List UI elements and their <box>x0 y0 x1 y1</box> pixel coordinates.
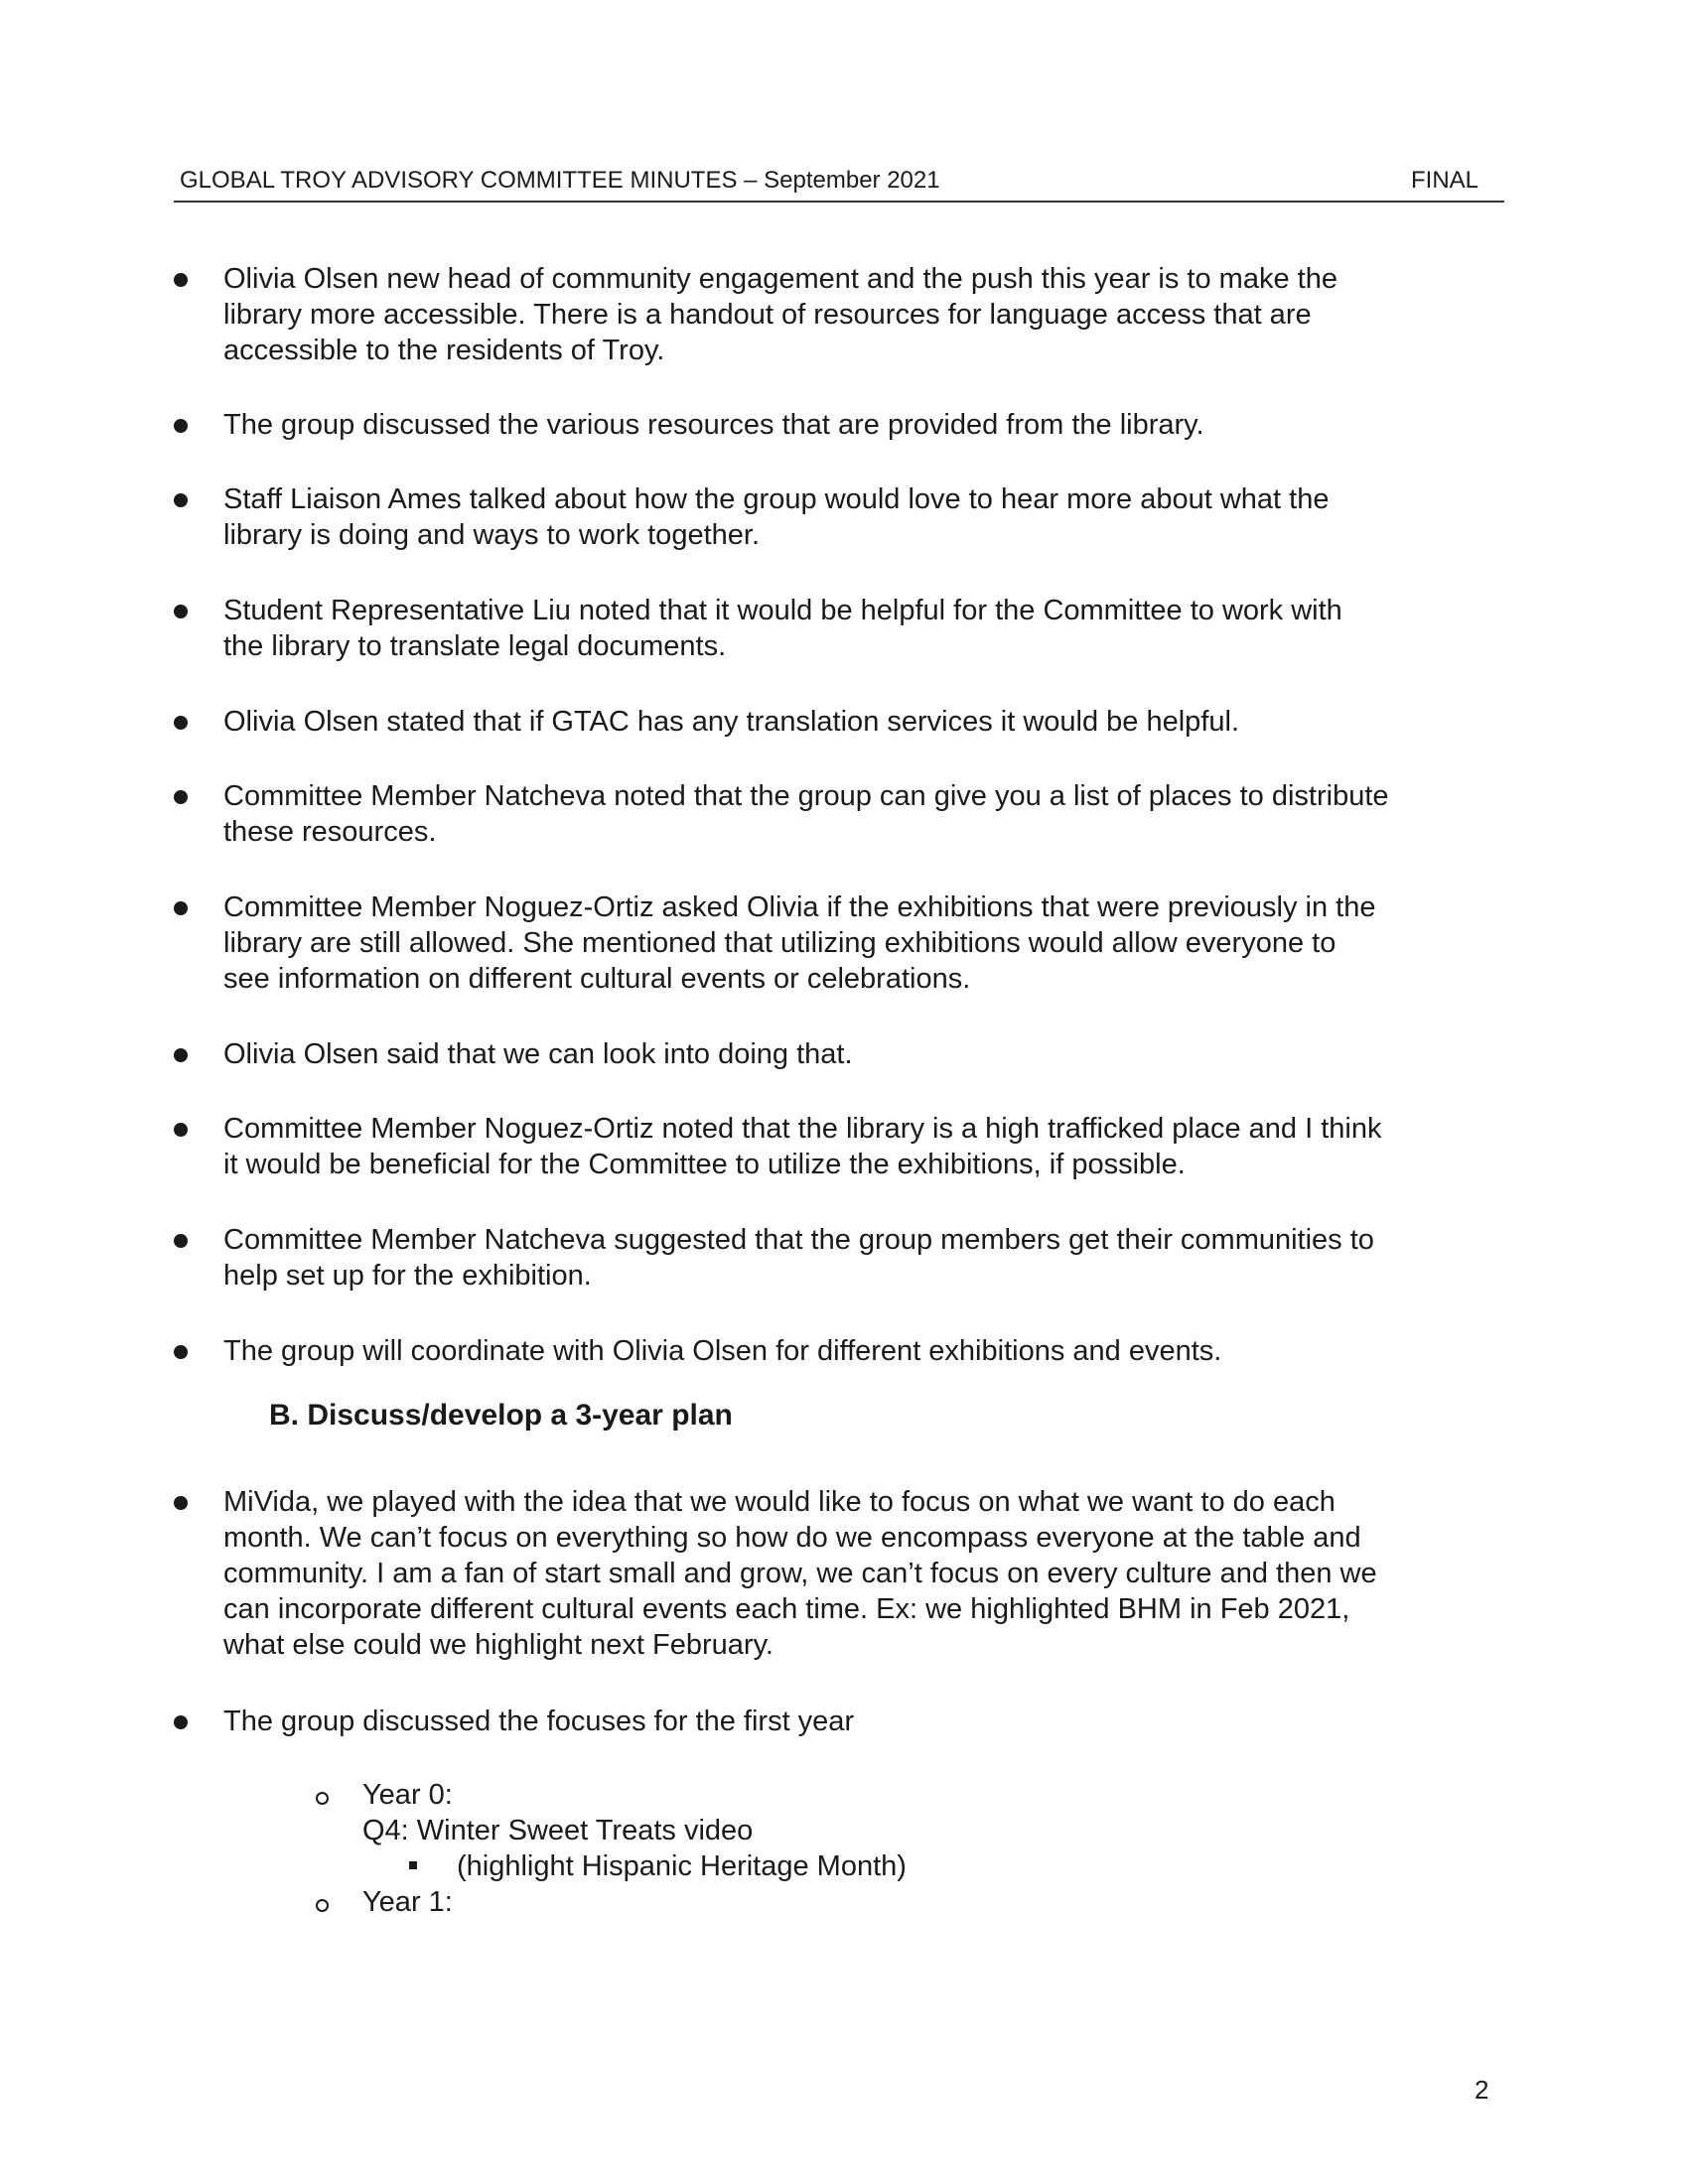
bullet-marker <box>174 1123 188 1137</box>
bullet-marker <box>174 493 188 507</box>
section-heading: B. Discuss/develop a 3-year plan <box>269 1399 733 1432</box>
document-status: FINAL <box>1410 167 1478 194</box>
year-label: Year 0: <box>362 1779 453 1811</box>
bullet-marker <box>174 790 188 804</box>
minutes-item: Committee Member Natcheva noted that the group can give you a list of places to distribute these resources. <box>223 780 1389 848</box>
minutes-item: Student Representative Liu noted that it would be helpful for the Committee to work with the library to translate legal documents. <box>223 595 1342 662</box>
bullet-marker <box>174 273 188 287</box>
bullet-marker <box>174 1048 188 1062</box>
square-bullet-marker <box>409 1861 417 1869</box>
year-label: Year 1: <box>362 1886 453 1918</box>
minutes-item: Staff Liaison Ames talked about how the group would love to hear more about what the library is doing and ways to work together. <box>223 483 1330 551</box>
year-detail: Q4: Winter Sweet Treats video <box>362 1815 754 1846</box>
minutes-item: Olivia Olsen new head of community engagement and the push this year is to make the library more accessible. There is a handout of resources for language access that are accessible to the residents of Troy. <box>223 263 1337 366</box>
bullet-marker <box>174 1345 188 1359</box>
minutes-item: Committee Member Noguez-Ortiz noted that the library is a high trafficked place and I think it would be beneficial for the Committee to utilize the exhibitions, if possible. <box>223 1113 1382 1180</box>
bullet-marker <box>174 419 188 433</box>
document-title: GLOBAL TROY ADVISORY COMMITTEE MINUTES – September 2021 <box>180 167 940 194</box>
year-subdetail: (highlight Hispanic Heritage Month) <box>457 1850 907 1882</box>
minutes-item: Olivia Olsen stated that if GTAC has any translation services it would be helpful. <box>223 706 1240 738</box>
bullet-marker <box>174 1715 188 1729</box>
minutes-item: The group discussed the focuses for the first year <box>223 1706 855 1737</box>
bullet-marker <box>174 1234 188 1248</box>
minutes-item: Committee Member Noguez-Ortiz asked Olivia if the exhibitions that were previously in the library are still allowed. She mentioned that utilizing exhibitions would allow everyone to see information on different cultural events or celebrations. <box>223 891 1376 995</box>
bullet-marker <box>174 1496 188 1510</box>
bullet-marker <box>174 605 188 618</box>
page-header <box>174 165 1504 203</box>
minutes-item: MiVida, we played with the idea that we would like to focus on what we want to do each month. We can’t focus on everything so how do we encompass everyone at the table and community. I am a fan of start small and grow, we can’t focus on every culture and then we can incorporate different cultural events each time. Ex: we highlighted BHM in Feb 2021, what else could we highlight next February. <box>223 1486 1377 1661</box>
minutes-item: The group will coordinate with Olivia Olsen for different exhibitions and events. <box>223 1335 1222 1367</box>
bullet-marker <box>174 716 188 730</box>
page-number: 2 <box>1475 2075 1489 2105</box>
minutes-item: Committee Member Natcheva suggested that the group members get their communities to help set up for the exhibition. <box>223 1224 1374 1292</box>
minutes-item: The group discussed the various resources that are provided from the library. <box>223 409 1204 441</box>
minutes-item: Olivia Olsen said that we can look into doing that. <box>223 1038 853 1070</box>
sub-bullet-marker <box>316 1792 329 1805</box>
bullet-marker <box>174 901 188 915</box>
sub-bullet-marker <box>316 1899 329 1912</box>
